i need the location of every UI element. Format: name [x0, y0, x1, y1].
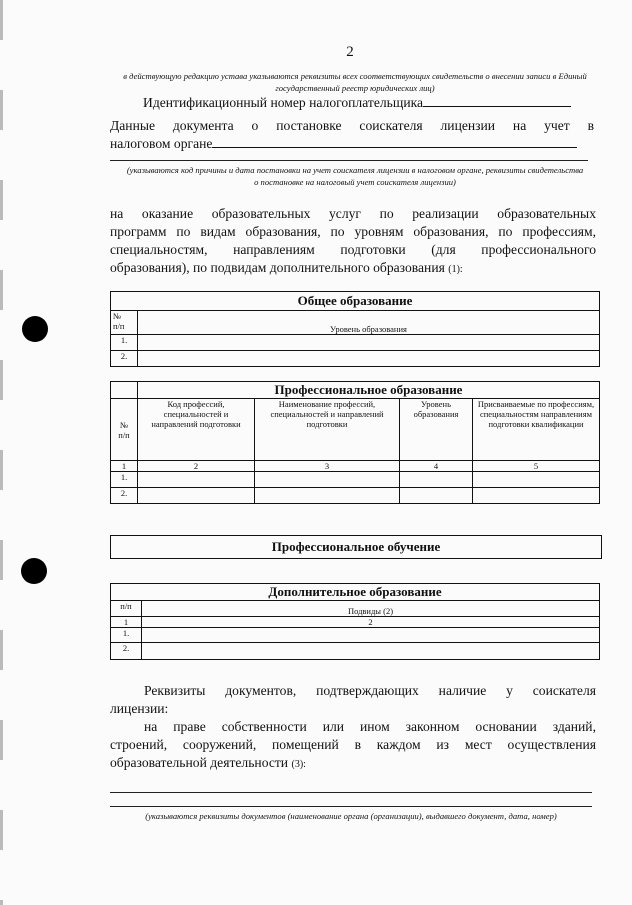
page-edge-shadow [0, 0, 3, 905]
col-name-header: Наименование профессий, специальностей и направлений подготовки [255, 399, 400, 461]
page-number: 2 [346, 44, 354, 60]
column-number: 2 [142, 617, 600, 628]
charter-note: в действующую редакцию устава указываются реквизиты всех соответствующих свидетельств о внесении записи в Единый государственный реестр юридических лиц) [123, 71, 587, 93]
column-number: 1 [111, 461, 138, 472]
requisites-blank-line [110, 792, 592, 793]
table-cell [111, 382, 138, 399]
column-number: 4 [400, 461, 473, 472]
intro-line: программ по видам образования, по уровням образования, по профессиям, [110, 224, 596, 239]
tax-doc-field [110, 135, 594, 153]
row-number: 1. [111, 472, 138, 488]
additional-education-title: Дополнительное образование [111, 584, 600, 601]
col-level-header: Уровень образования [400, 399, 473, 461]
col-number-header: № п/п [111, 399, 138, 461]
table-cell [138, 335, 600, 351]
tax-doc-label-line1: Данные документа о постановке соискателя лицензии на учет в [110, 118, 594, 133]
punch-hole [22, 316, 48, 342]
col-qualification-header: Присваиваемые по профессиям, специальностям направлениям подготовки квалификации [473, 399, 600, 461]
row-number: 2. [111, 643, 142, 660]
requisites-line: лицензии: [110, 701, 169, 716]
col-number-header: № п/п [111, 311, 138, 335]
requisites-line: на праве собственности или ином законном основании зданий, [144, 719, 596, 734]
column-number: 3 [255, 461, 400, 472]
footnote-ref: (3): [291, 759, 306, 770]
intro-line: образования), по подвидам дополнительного образования [110, 260, 445, 275]
requisites-blank-line [110, 806, 592, 807]
intro-paragraph [110, 205, 596, 279]
intro-line: на оказание образовательных услуг по реализации образовательных [110, 206, 596, 221]
col-number-header: п/п [111, 601, 142, 617]
requisites-paragraph [110, 682, 596, 774]
requisites-line: строений, сооружений, помещений в каждом из мест осуществления [110, 737, 596, 752]
professional-education-title: Профессиональное образование [138, 382, 600, 399]
inn-blank [423, 94, 571, 107]
tax-doc-blank-line [110, 160, 588, 161]
punch-hole [21, 558, 47, 584]
additional-education-table [110, 583, 600, 660]
inn-label: Идентификационный номер налогоплательщика [143, 95, 424, 110]
requisites-line: Реквизиты документов, подтверждающих наличие у соискателя [144, 683, 596, 698]
column-number: 2 [138, 461, 255, 472]
professional-education-table [110, 381, 600, 504]
inn-field [143, 94, 603, 112]
column-number: 1 [111, 617, 142, 628]
docs-note: (указываются реквизиты документов (наименование органа (организации), выдавшего документ, дата, номер) [145, 811, 557, 821]
general-education-title: Общее образование [111, 292, 600, 311]
requisites-line: образовательной деятельности [110, 755, 289, 770]
row-number: 1. [111, 335, 138, 351]
tax-doc-blank [212, 135, 577, 148]
table-cell [138, 351, 600, 367]
professional-training-title: Профессиональное обучение [110, 535, 602, 559]
column-number: 5 [473, 461, 600, 472]
row-number: 2. [111, 351, 138, 367]
tax-doc-label-line2: налоговом органе [110, 136, 213, 151]
col-level-header: Уровень образования [138, 311, 600, 335]
col-code-header: Код профессий, специальностей и направлений подготовки [138, 399, 255, 461]
row-number: 1. [111, 628, 142, 643]
col-subtypes-header: Подвиды (2) [142, 601, 600, 617]
footnote-ref: (1): [448, 264, 463, 275]
row-number: 2. [111, 488, 138, 504]
intro-line: специальностям, направлениям подготовки (для профессионального [110, 242, 596, 257]
general-education-table [110, 291, 600, 367]
tax-note: (указываются код причины и дата постановки на учет соискателя лицензии в налоговом органе, реквизиты свидетельства о постановке на налоговый учет соискателя лицензии) [126, 165, 584, 187]
